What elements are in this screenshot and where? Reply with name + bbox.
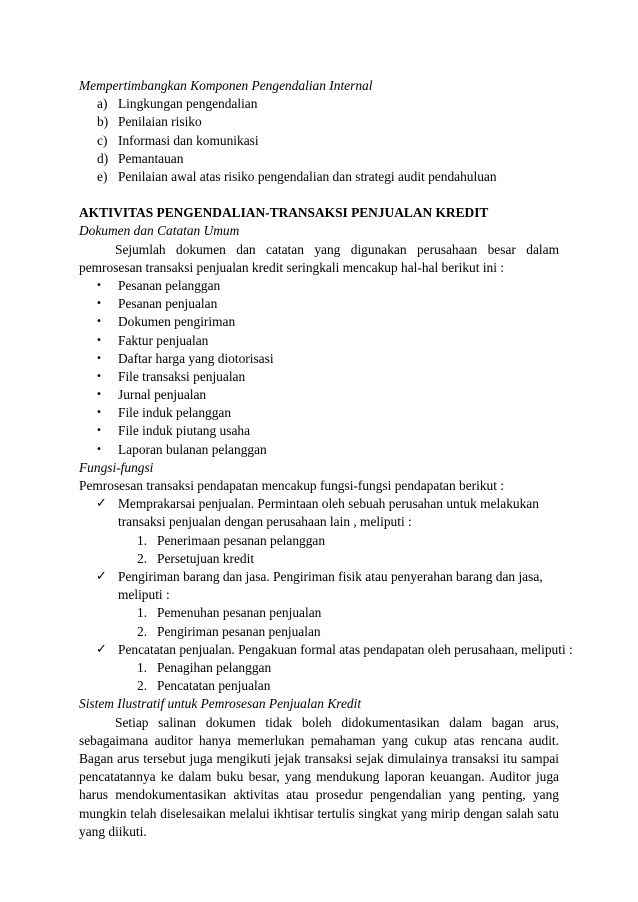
list-item-text: Penilaian risiko bbox=[118, 114, 202, 130]
sub-list-text: Penagihan pelanggan bbox=[157, 659, 272, 675]
bullet-icon: • bbox=[96, 279, 102, 291]
sub-list-text: Pengiriman pesanan penjualan bbox=[157, 623, 321, 639]
list-item-text: Dokumen pengiriman bbox=[118, 314, 236, 330]
bullet-icon: • bbox=[96, 425, 102, 437]
checkmark-icon: ✓ bbox=[96, 641, 107, 657]
function-item bbox=[0, 641, 638, 659]
list-item-text: Daftar harga yang diotorisasi bbox=[118, 350, 274, 366]
list-item-text: Informasi dan komunikasi bbox=[118, 132, 259, 148]
list-item bbox=[0, 368, 638, 386]
list-item bbox=[0, 113, 638, 131]
bullet-icon: • bbox=[96, 370, 102, 382]
subheading-illustrative-system: Sistem Ilustratif untuk Pemrosesan Penjualan Kredit bbox=[79, 696, 362, 712]
list-item-text: Lingkungan pengendalian bbox=[118, 96, 258, 112]
list-marker: d) bbox=[97, 150, 109, 166]
function-text: Memprakarsai penjualan. Permintaan oleh sebuah perusahan untuk melakukan bbox=[118, 496, 539, 512]
section-heading-internal-control: Mempertimbangkan Komponen Pengendalian Internal bbox=[79, 78, 373, 93]
list-item bbox=[0, 441, 638, 459]
sub-list-item bbox=[0, 677, 638, 695]
list-item-text: Pesanan pelanggan bbox=[118, 277, 221, 293]
checkmark-icon: ✓ bbox=[96, 569, 107, 584]
list-item bbox=[0, 295, 638, 313]
list-item bbox=[0, 277, 638, 295]
list-item bbox=[0, 313, 638, 331]
function-text: Pencatatan penjualan. Pengakuan formal atas pendapatan oleh perusahaan, meliputi : bbox=[118, 641, 573, 657]
bullet-icon: • bbox=[96, 316, 102, 328]
paragraph-text: Setiap salinan dokumen tidak boleh didokumentasikan dalam bagan arus, sebagaimana auditor hanya memerlukan pemahaman yang cukup atas rencana audit. Bagan arus tersebut juga mengikuti jejak transaksi sejak dimulainya transaksi itu sampai pencatatannya ke dalam buku besar, yang mendukung laporan keuangan. Auditor juga harus mendokumentasikan aktivitas atau prosedur pengendalian yang penting, yang mungkin telah diselesaikan melalui ikhtisar tertulis singkat yang mirip dengan salah satu yang diikuti. bbox=[79, 714, 559, 839]
number-marker: 2. bbox=[137, 678, 148, 694]
sub-list-item bbox=[0, 623, 638, 641]
bullet-icon: • bbox=[96, 298, 102, 310]
spacer bbox=[0, 186, 638, 204]
list-item bbox=[0, 350, 638, 368]
sub-list-text: Pemenuhan pesanan penjualan bbox=[157, 605, 322, 621]
subheading-functions: Fungsi-fungsi bbox=[79, 459, 154, 475]
sub-list-text: Pencatatan penjualan bbox=[157, 678, 271, 694]
sub-list-item bbox=[0, 532, 638, 550]
list-item bbox=[0, 132, 638, 150]
paragraph-text: Sejumlah dokumen dan catatan yang digunakan perusahaan besar dalam pemrosesan transaksi penjualan kredit seringkali mencakup hal-hal berikut ini : bbox=[79, 241, 559, 275]
list-marker: a) bbox=[97, 96, 108, 112]
sub-list-item bbox=[0, 659, 638, 677]
sub-list-item bbox=[0, 604, 638, 622]
function-text: Pengiriman barang dan jasa. Pengiriman fisik atau penyerahan barang dan jasa, bbox=[118, 569, 543, 584]
list-item-text: Laporan bulanan pelanggan bbox=[118, 441, 267, 457]
bullet-icon: • bbox=[96, 389, 102, 401]
list-item-text: Penilaian awal atas risiko pengendalian dan strategi audit pendahuluan bbox=[118, 168, 497, 184]
list-marker: b) bbox=[97, 114, 109, 130]
list-item bbox=[0, 386, 638, 404]
bullet-icon: • bbox=[96, 352, 102, 364]
section-title: AKTIVITAS PENGENDALIAN-TRANSAKSI PENJUALAN KREDIT bbox=[79, 205, 489, 221]
sub-list-item bbox=[0, 550, 638, 568]
subheading-documents: Dokumen dan Catatan Umum bbox=[79, 223, 240, 239]
bullet-icon: • bbox=[96, 443, 102, 455]
list-item bbox=[0, 150, 638, 168]
paragraph-illustrative-system bbox=[0, 714, 638, 841]
list-item bbox=[0, 95, 638, 113]
number-marker: 1. bbox=[137, 605, 148, 621]
list-item-text: Jurnal penjualan bbox=[118, 387, 207, 403]
number-marker: 1. bbox=[137, 659, 148, 675]
list-item-text: Faktur penjualan bbox=[118, 332, 209, 348]
function-text-continued: transaksi penjualan dengan perusahaan lain , meliputi : bbox=[118, 514, 412, 530]
list-item bbox=[0, 404, 638, 422]
list-item-text: File transaksi penjualan bbox=[118, 368, 246, 384]
list-item-text: Pemantauan bbox=[118, 150, 184, 166]
bullet-icon: • bbox=[96, 334, 102, 346]
sub-list-text: Penerimaan pesanan pelanggan bbox=[157, 532, 326, 548]
number-marker: 2. bbox=[137, 623, 148, 639]
paragraph-intro-documents bbox=[0, 241, 638, 277]
top-margin bbox=[0, 0, 638, 77]
list-marker: c) bbox=[97, 132, 108, 148]
number-marker: 1. bbox=[137, 532, 148, 548]
number-marker: 2. bbox=[137, 550, 148, 566]
list-item bbox=[0, 332, 638, 350]
function-item bbox=[0, 568, 638, 586]
function-text-continued: meliputi : bbox=[118, 587, 170, 603]
list-item-text: File induk pelanggan bbox=[118, 405, 232, 421]
list-marker: e) bbox=[97, 168, 108, 184]
paragraph-functions-intro: Pemrosesan transaksi pendapatan mencakup fungsi-fungsi pendapatan berikut : bbox=[79, 478, 505, 494]
list-item bbox=[0, 422, 638, 440]
checkmark-icon: ✓ bbox=[96, 496, 107, 512]
list-item bbox=[0, 168, 638, 186]
sub-list-text: Persetujuan kredit bbox=[157, 550, 255, 566]
list-item-text: File induk piutang usaha bbox=[118, 423, 251, 439]
list-item-text: Pesanan penjualan bbox=[118, 296, 218, 312]
function-item bbox=[0, 495, 638, 513]
bullet-icon: • bbox=[96, 407, 102, 419]
